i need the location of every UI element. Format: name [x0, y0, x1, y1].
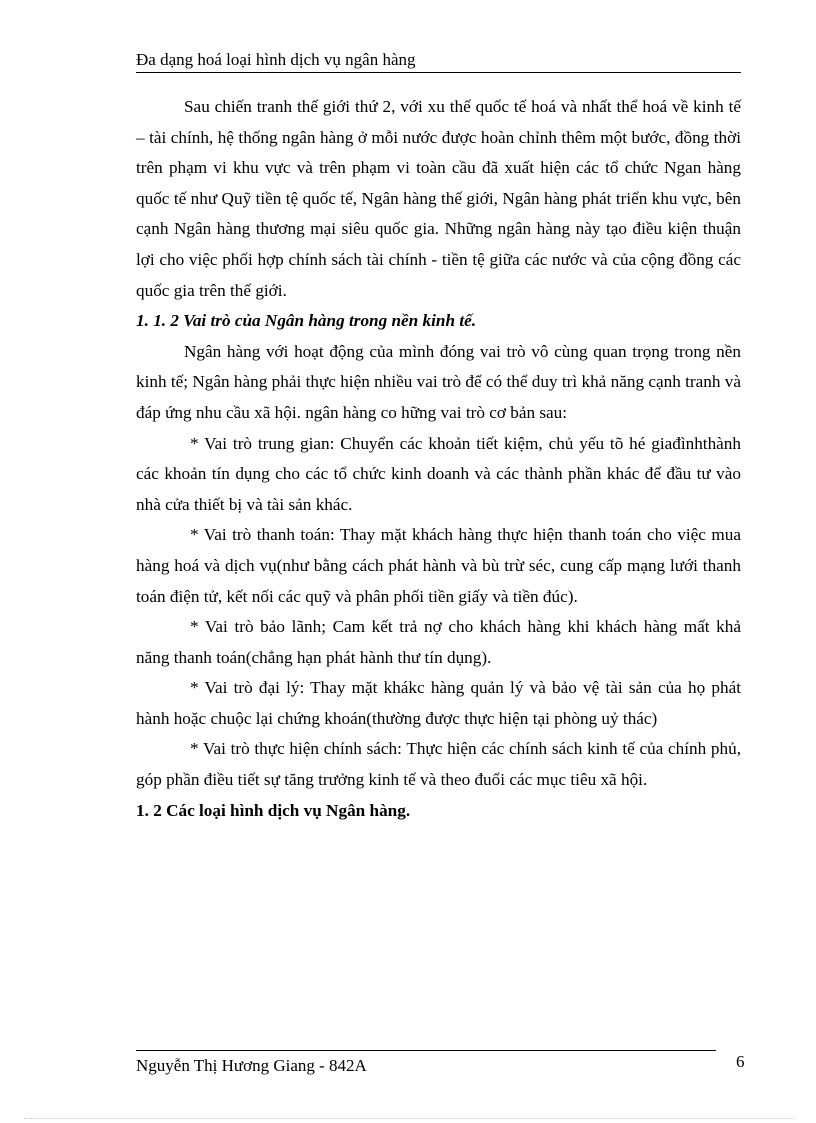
paragraph-bank-roles-intro: Ngân hàng với hoạt động của mình đóng vai trò vô cùng quan trọng trong nền kinh tế; Ngân hàng phải thực hiện nhiều vai trò để có thể duy trì khả năng cạnh tranh và đáp ứng nhu cầu xã hội. ngân hàng co hững vai trò cơ bản sau:: [136, 341, 741, 422]
document-body: [136, 92, 741, 826]
bullet-intermediary-role: * Vai trò trung gian: Chuyển các khoản tiết kiệm, chủ yếu tõ hé giađìnhthành các khoản tín dụng cho các tổ chức kinh doanh và các thành phần khác để đầu tư vào nhà cửa thiết bị và tài sản khác.: [136, 433, 741, 514]
section-heading-1-2: 1. 2 Các loại hình dịch vụ Ngân hàng.: [136, 800, 411, 820]
footer-author: Nguyễn Thị Hương Giang - 842A: [136, 1056, 367, 1075]
bullet-payment-role: * Vai trò thanh toán: Thay mặt khách hàng thực hiện thanh toán cho việc mua hàng hoá và dịch vụ(như bằng cách phát hành và bù trừ séc, cung cấp mạng lưới thanh toán điện tử, kết nối các quỹ và phân phối tiền giấy và tiền đúc).: [136, 525, 741, 606]
running-header: Đa dạng hoá loại hình dịch vụ ngân hàng: [136, 50, 741, 73]
page-bottom-border: [24, 1118, 794, 1119]
bullet-agent-role: * Vai trò đại lý: Thay mặt khákc hàng quản lý và bảo vệ tài sản của họ phát hành hoặc chuộc lại chứng khoán(thường được thực hiện tại phòng uỷ thác): [136, 678, 741, 728]
paragraph-history: Sau chiến tranh thế giới thứ 2, với xu thế quốc tế hoá và nhất thể hoá về kinh tế – tài chính, hệ thống ngân hàng ở mỗi nước được hoàn chỉnh thêm một bước, đồng thời trên phạm vi khu vực và trên phạm vi toàn cầu đã xuất hiện các tổ chức Ngan hàng quốc tế như Quỹ tiền tệ quốc tế, Ngân hàng thế giới, Ngân hàng phát triển khu vực, bên cạnh Ngân hàng thương mại siêu quốc gia. Những ngân hàng này tạo điều kiện thuận lợi cho việc phối hợp chính sách tài chính - tiền tệ giữa các nước và của cộng đồng các quốc gia trên thế giới.: [136, 97, 741, 300]
bullet-guarantee-role: * Vai trò bảo lãnh; Cam kết trả nợ cho khách hàng khi khách hàng mất khả năng thanh toán(chẳng hạn phát hành thư tín dụng).: [136, 617, 741, 667]
bullet-policy-role: * Vai trò thực hiện chính sách: Thực hiện các chính sách kinh tế của chính phủ, góp phần điều tiết sự tăng trưởng kinh tế và theo đuổi các mục tiêu xã hội.: [136, 739, 741, 790]
footer-divider: [136, 1050, 716, 1051]
section-heading-1-1-2: 1. 1. 2 Vai trò của Ngân hàng trong nền kinh tế.: [136, 311, 477, 331]
page-number: 6: [736, 1052, 745, 1071]
